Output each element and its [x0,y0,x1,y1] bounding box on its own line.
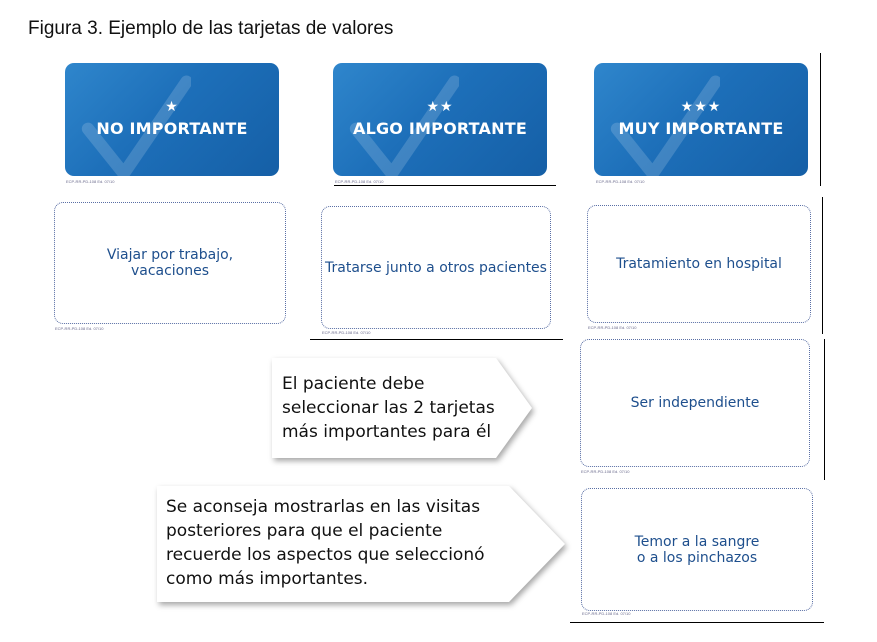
card-code: ECP-RR-PD-108 Ed. 07/10 [588,325,637,330]
callout-text: seleccionar las 2 tarjetas [282,398,495,418]
topic-card-text: Tratarse junto a otros pacientes [325,259,547,276]
star-rating-icon: ★ [165,98,179,114]
topic-card-tratamiento [587,205,811,323]
callout-text: Se aconseja mostrarlas en las visitas [166,497,481,517]
callout-text: El paciente debe [282,374,425,394]
divider-line [310,339,563,340]
card-code: ECP-RR-PD-108 Ed. 07/10 [335,179,384,184]
divider-line [820,53,821,186]
card-code: ECP-RR-PD-108 Ed. 07/10 [322,330,371,335]
topic-card-text: o a los pinchazos [636,549,758,566]
callout-text: más importantes para él [282,422,492,442]
topic-card-text: Ser independiente [630,395,760,411]
callout-text: posteriores para que el paciente [166,521,443,541]
value-card-label: ALGO IMPORTANTE [353,119,527,138]
star-rating-icon: ★★★ [680,98,722,114]
callout-seleccionar [272,358,538,460]
value-card-no-importante [65,63,279,176]
value-card-label: NO IMPORTANTE [96,119,248,138]
divider-line [824,339,825,480]
figure-title: Figura 3. Ejemplo de las tarjetas de valores [28,18,394,39]
topic-card-independiente [580,339,810,467]
divider-line [334,185,556,186]
divider-line [570,622,824,623]
card-code: ECP-RR-PD-108 Ed. 07/10 [55,326,104,331]
callout-aconseja [157,486,571,604]
callout-text: como más importantes. [166,569,369,589]
divider-line [822,197,823,334]
value-card-label: MUY IMPORTANTE [618,119,784,138]
card-code: ECP-RR-PD-108 Ed. 07/10 [66,179,115,184]
topic-card-temor [581,488,813,611]
card-code: ECP-RR-PD-108 Ed. 07/10 [596,179,645,184]
topic-card-text: Tratamiento en hospital [616,256,782,272]
topic-card-viajar [54,202,286,324]
card-code: ECP-RR-PD-108 Ed. 07/10 [582,611,631,616]
value-card-algo-importante [333,63,547,176]
topic-card-tratarse [321,206,551,329]
topic-card-text: Temor a la sangre [634,533,760,550]
card-code: ECP-RR-PD-108 Ed. 07/10 [581,469,630,474]
topic-card-text: Viajar por trabajo, [106,247,234,263]
star-rating-icon: ★★ [426,98,454,114]
topic-card-text: vacaciones [130,263,210,279]
value-card-muy-importante [594,63,808,176]
callout-text: recuerde los aspectos que seleccionó [166,545,485,565]
